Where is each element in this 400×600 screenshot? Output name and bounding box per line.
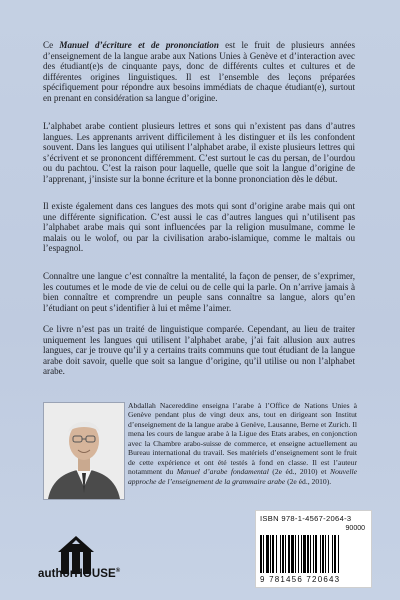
author-bio xyxy=(128,401,357,486)
intro-paragraph-3: Il existe également dans ces langues des mots qui sont d’origine arabe mais qui ont une différente signification. C’est aussi le cas d’autres langues qui n’utilisent pas l’alphabet arabe mais qui sont influencées par la religion musulmane, comme le malais ou le wolof, ou par la civilisation arabo-islamique, comme le maltais ou l’espagnol. xyxy=(43,201,355,254)
barcode-box xyxy=(255,510,372,588)
intro-p1-post: est le fruit de plusieurs années d’enseignement de la langue arabe aux Nations Unies à Genève et d’interaction avec des étudiant(e)s de cinquante pays, donc de différents cultes et cultures et de différentes origines linguistiques. Il est l’ensemble des leçons préparées spécifiquement pour répondre aux besoins immédiats de chaque étudiant(e), surtout en prenant en considération sa langue d’origine. xyxy=(43,40,355,103)
barcode-number: 9 781456 720643 xyxy=(260,575,341,584)
bio-text: Abdallah Nacereddine enseigna l’arabe à l’Office de Nations Unies à Genève pendant plus de vingt deux ans, tout en dirigeant son Institut d’enseignement de la langue arabe à Genève, Lausanne, Berne et Zurich. Il mena les cours de langue arabe à la Ligue des Etats arabes, en conjonction avec la Chambre arabo-suisse de commerce, et enseigne actuellement au Bureau international du travail. Ses matériels d’enseignement sont le fruit de cette expérience et ont été testés à fond en classe. Il est l’auteur notamment du xyxy=(128,401,357,477)
author-portrait-icon xyxy=(44,403,124,499)
intro-paragraph-4: Connaître une langue c’est connaître la mentalité, la façon de penser, de s’exprimer, les coutumes et le mode de vie de celui ou de celle qui la parle. On n’arrive jamais à bien connaître et comprendre un peuple sans connaître sa langue, alors qu’en l’étudiant on peut s’identifier à lui et même l’aimer. xyxy=(43,271,355,313)
author-photo xyxy=(43,402,125,500)
bio-text-mid: (2e éd., 2010) et xyxy=(268,467,330,477)
intro-p1-pre: Ce xyxy=(43,40,60,50)
publisher-name-b: HOUSE xyxy=(74,568,116,580)
book-ref-2: Nouvelle approche de l’enseignement de la grammaire arabe xyxy=(128,467,357,486)
registered-mark: ® xyxy=(115,568,121,574)
intro-paragraph-5: Ce livre n’est pas un traité de linguistique comparée. Cependant, au lieu de traiter uniquement les langues qui utilisent l’alphabet arabe, j’ai fait allusion aux autres langues, car je trouve qu’il y a certains traits communs que tout étudiant de la langue arabe doit savoir, quelle que soit sa langue d’origine, qu’il utilise ou non l’alphabet arabe. xyxy=(43,324,355,377)
barcode-icon xyxy=(260,535,367,575)
isbn-label: ISBN 978-1-4567-2064-3 xyxy=(260,514,352,523)
intro-paragraph-2: L’alphabet arabe contient plusieurs lettres et sons qui n’existent pas dans d’autres langues. Les apprenants arrivent difficilement à les distinguer et ils les confondent souvent. Dans les langues qui utilisent l’alphabet arabe, il existe plusieurs lettres qui s’écrivent et se prononcent différemment. C’est surtout le cas du persan, de l’ourdou ou du pachtou. C’est la raison pour laquelle, quelle que soit la langue d’origine de l’apprenant, j’insiste sur la bonne écriture et la bonne prononciation dès le début. xyxy=(43,121,355,184)
book-title: Manuel d’écriture et de prononciation xyxy=(59,40,219,50)
bio-text-end: (2e éd., 2010). xyxy=(285,476,332,486)
publisher-name-a: author xyxy=(38,568,75,580)
intro-paragraph-1 xyxy=(43,40,355,103)
book-ref-1: Manuel d’arabe fondamental xyxy=(176,467,269,477)
publisher-name xyxy=(38,568,120,580)
price-code: 90000 xyxy=(345,525,365,532)
